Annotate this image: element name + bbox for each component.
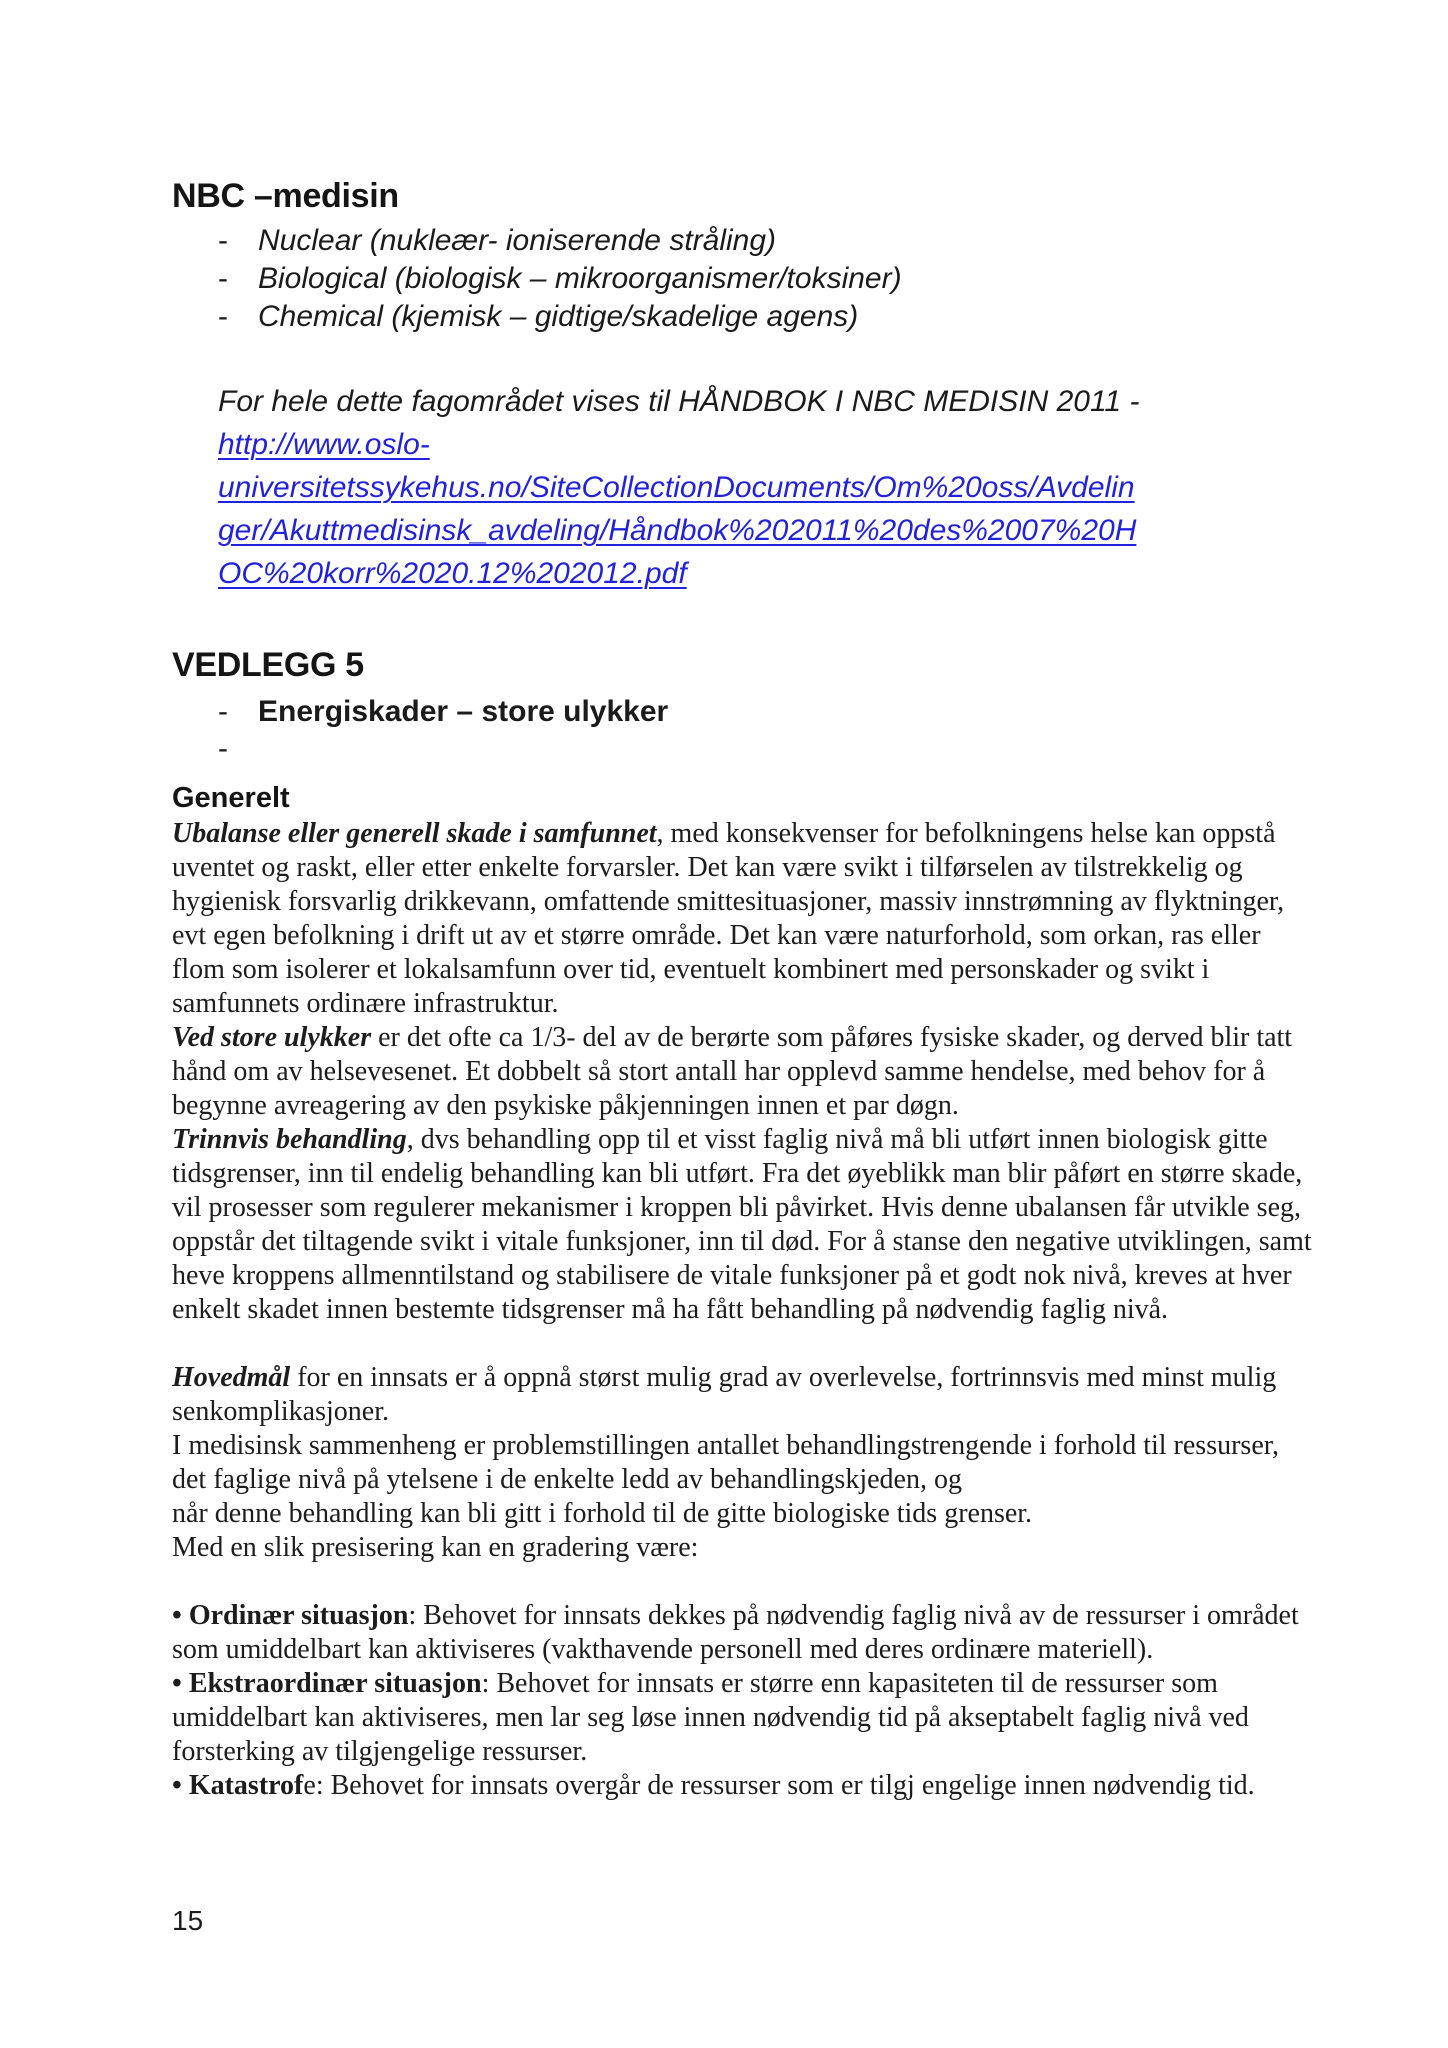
paragraph-trinnvis-behandling xyxy=(172,1123,1320,1327)
handbook-link[interactable] xyxy=(218,423,1318,595)
link-line[interactable]: OC%20korr%2020.12%202012.pdf xyxy=(218,557,687,590)
paragraph-medisinsk: I medisinsk sammenheng er problemstillingen antallet behandlingstrengende i forhold til ressurser, det faglige nivå på ytelsene i de enkelte ledd av behandlingskjeden, og xyxy=(172,1430,1279,1495)
reference-paragraph xyxy=(172,380,1318,595)
list-item xyxy=(172,298,1318,336)
paragraph-text: , med konsekvenser for befolkningens helse kan oppstå uventet og raskt, eller etter enkelte forvarsler. Det kan være svikt i tilførselen av tilstrekkelig og hygienisk forsvarlig drikkevann, omfattende smittesituasjoner, massiv innstrømning av flyktninger, evt egen befolkning i drift ut av et større område. Det kan være naturforhold, som orkan, ras eller flom som isolerer et lokalsamfunn over tid, eventuelt kombinert med personskader og svikt i samfunnets ordinære infrastruktur. xyxy=(172,818,1285,1019)
list-item xyxy=(172,260,1318,298)
bullet-lead: Ordinær situasjon xyxy=(188,1600,409,1631)
bullet-text: : Behovet for innsats er større enn kapasiteten til de ressurser som umiddelbart kan aktiviseres, men lar seg løse innen nødvendig tid på akseptabelt faglig nivå ved forsterking av tilgjengelige ressurser. xyxy=(172,1668,1249,1767)
link-line[interactable]: universitetssykehus.no/SiteCollectionDocuments/Om%20oss/Avdelin xyxy=(218,471,1135,504)
list-item-label: Biological (biologisk – mikroorganismer/toksiner) xyxy=(258,262,902,295)
bullet-text: e: Behovet for innsats overgår de ressurser som er tilgj engelige innen nødvendig tid. xyxy=(303,1770,1255,1801)
bullet-icon: • xyxy=(172,1600,182,1631)
paragraph-lead: Ved store ulykker xyxy=(172,1022,372,1053)
nbc-heading: NBC –medisin xyxy=(172,177,399,215)
generelt-heading: Generelt xyxy=(172,782,290,814)
list-item-label: Chemical (kjemisk – gidtige/skadelige agens) xyxy=(258,300,859,333)
spacer xyxy=(172,1327,1320,1361)
paragraph-lead: Ubalanse eller generell skade i samfunnet xyxy=(172,818,657,849)
bullet-icon: • xyxy=(172,1770,182,1801)
paragraph-lead: Trinnvis behandling xyxy=(172,1124,407,1155)
bullet-katastrofe xyxy=(172,1769,1320,1803)
nbc-list xyxy=(172,222,1318,336)
bullet-lead: Ekstraordinær situasjon xyxy=(188,1668,482,1699)
body-text xyxy=(172,817,1320,1803)
paragraph-text: , dvs behandling opp til et visst faglig nivå må bli utført innen biologisk gitte tidsgrenser, inn til endelig behandling kan bli utført. Fra det øyeblikk man blir påført en større skade, vil prosesser som regulerer mekanismer i kroppen bli påvirket. Hvis denne ubalansen får utvikle seg, oppstår det tiltagende svikt i vitale funksjoner, inn til død. For å stanse den negative utviklingen, samt heve kroppens allmenntilstand og stabilisere de vitale funksjoner på et godt nok nivå, kreves at hver enkelt skadet innen bestemte tidsgrenser må ha fått behandling på nødvendig faglig nivå. xyxy=(172,1124,1312,1325)
list-item-label: Nuclear (nukleær- ioniserende stråling) xyxy=(258,224,777,257)
link-line[interactable]: http://www.oslo- xyxy=(218,428,430,461)
spacer xyxy=(172,1565,1320,1599)
bullet-icon: • xyxy=(172,1668,182,1699)
vedlegg-heading: VEDLEGG 5 xyxy=(172,646,364,684)
paragraph-ved-store-ulykker xyxy=(172,1021,1320,1123)
dash-bullet: - xyxy=(218,300,228,333)
reference-intro: For hele dette fagområdet vises til HÅNDBOK I NBC MEDISIN 2011 - xyxy=(218,385,1140,418)
bullet-text: : Behovet for innsats dekkes på nødvendig faglig nivå av de ressurser i området som umiddelbart kan aktiviseres (vakthavende personell med deres ordinære materiell). xyxy=(172,1600,1299,1665)
paragraph-nar-denne: når denne behandling kan bli gitt i forhold til de gitte biologiske tids grenser. xyxy=(172,1498,1033,1529)
empty-dash-bullet: - xyxy=(218,732,228,765)
dash-bullet: - xyxy=(218,262,228,295)
paragraph-ubalanse xyxy=(172,817,1320,1021)
dash-bullet: - xyxy=(218,224,228,257)
dash-bullet: - xyxy=(218,695,228,728)
page-number: 15 xyxy=(172,1905,204,1936)
bullet-ekstraordinaer-situasjon xyxy=(172,1667,1320,1769)
paragraph-med-en-slik: Med en slik presisering kan en gradering være: xyxy=(172,1532,699,1563)
paragraph-lead: Hovedmål xyxy=(172,1362,291,1393)
vedlegg-subtitle-label: Energiskader – store ulykker xyxy=(258,695,669,728)
paragraph-text: er det ofte ca 1/3- del av de berørte som påføres fysiske skader, og derved blir tatt hånd om av helsevesenet. Et dobbelt så stort antall har opplevd samme hendelse, med behov for å begynne avreagering av den psykiske påkjenningen innen et par døgn. xyxy=(172,1022,1293,1121)
list-item xyxy=(172,222,1318,260)
bullet-ordinaer-situasjon xyxy=(172,1599,1320,1667)
paragraph-hovedmal xyxy=(172,1361,1320,1429)
vedlegg-subtitle xyxy=(172,693,1318,731)
paragraph-text: for en innsats er å oppnå størst mulig grad av overlevelse, fortrinnsvis med minst mulig senkomplikasjoner. xyxy=(172,1362,1277,1427)
link-line[interactable]: ger/Akuttmedisinsk_avdeling/Håndbok%202011%20des%2007%20H xyxy=(218,514,1137,547)
bullet-lead: Katastrof xyxy=(188,1770,304,1801)
